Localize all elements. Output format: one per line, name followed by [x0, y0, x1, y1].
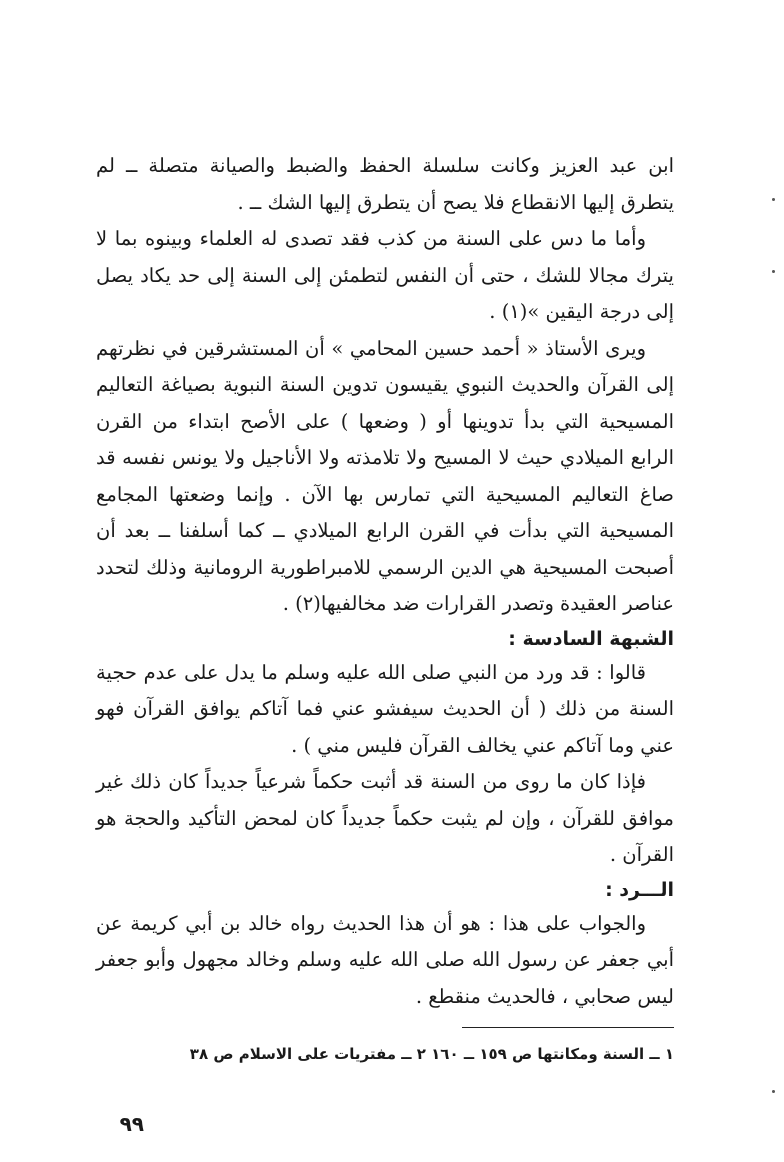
paragraph-3: ويرى الأستاذ « أحمد حسين المحامي » أن المستشرقين في نظرتهم إلى القرآن والحديث النبوي يقيسون تدوين السنة النبوية بصياغة التعاليم المسيحية التي بدأ تدوينها أو ( وضعها ) على الأصح ابتداء من القرن الرابع الميلادي حيث لا المسيح ولا تلامذته ولا الأناجيل ولا يونس نفسه قد صاغ التعاليم المسيحية التي تمارس بها الآن . وإنما وضعتها المجامع المسيحية التي بدأت في القرن الرابع الميلادي ــ كما أسلفنا ــ بعد أن أصبحت المسيحية هي الدين الرسمي للامبراطورية الرومانية وذلك لتحدد عناصر العقيدة وتصدر القرارات ضد مخالفيها(٢) .: [96, 336, 674, 615]
footnote-divider: [462, 1027, 674, 1028]
margin-mark: [772, 198, 775, 201]
page-number: ٩٩: [119, 1112, 144, 1136]
paragraph-1: ابن عبد العزيز وكانت سلسلة الحفظ والضبط والصيانة متصلة ــ لم يتطرق إليها الانقطاع فلا يصح أن يتطرق إليها الشك ــ .: [96, 154, 674, 214]
margin-mark: [772, 270, 775, 273]
paragraph-5: فإذا كان ما روى من السنة قد أثبت حكماً شرعياً جديداً كان ذلك غير موافق للقرآن ، وإن لم يثبت حكماً جديداً كان لمحض التأكيد والحجة هو القرآن .: [96, 770, 674, 866]
margin-mark: [772, 1090, 775, 1093]
section-heading-reply: الـــرد :: [605, 878, 674, 901]
paragraph-6: والجواب على هذا : هو أن هذا الحديث رواه خالد بن أبي كريمة عن أبي جعفر عن رسول الله صلى الله عليه وسلم وخالد مجهول وأبو جعفر ليس صحابي ، فالحديث منقطع .: [96, 911, 674, 1008]
footnotes: ١ ــ السنة ومكانتها ص ١٥٩ ــ ١٦٠ ٢ ــ مفتريات على الاسلام ص ٣٨: [189, 1045, 674, 1063]
page-body: [96, 148, 674, 1015]
paragraph-4: قالوا : قد ورد من النبي صلى الله عليه وسلم ما يدل على عدم حجية السنة من ذلك ( أن الحديث سيفشو عني فما آتاكم يوافق القرآن فهو عني وما آتاكم عني يخالف القرآن فليس مني ) .: [96, 660, 674, 757]
paragraph-2: وأما ما دس على السنة من كذب فقد تصدى له العلماء وبينوه بما لا يترك مجالا للشك ، حتى أن النفس لتطمئن إلى السنة إلى حد يكاد يصل إلى درجة اليقين »(١) .: [96, 227, 674, 323]
section-heading-sixth-doubt: الشبهة السادسة :: [508, 627, 674, 650]
